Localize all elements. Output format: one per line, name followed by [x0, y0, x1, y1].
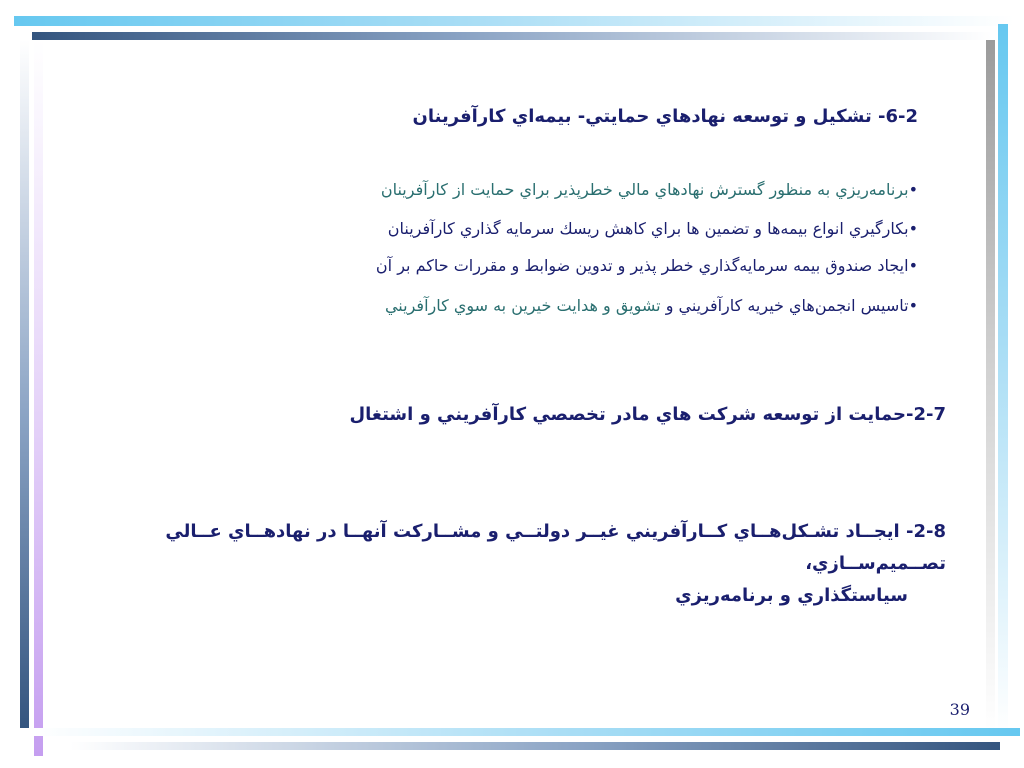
frame-left-dark-bar	[20, 40, 29, 728]
frame-bottom-light-bar	[30, 728, 1020, 736]
frame-right-light-bar	[998, 24, 1008, 732]
bullet-item	[376, 296, 918, 316]
bullet-item	[376, 219, 918, 239]
bullet-list	[376, 180, 918, 335]
frame-top-dark-bar	[32, 32, 992, 40]
bullet-marker: •	[908, 219, 918, 238]
bullet-text-part-1: تاسيس انجمن‌هاي خيريه كارآفريني و	[660, 296, 909, 315]
section-2-8-line-1: 2-8- ايجــاد تشـكل‌هــاي كــارآفريني غيــر دولتــي و مشــاركت آنهــا در نهادهــاي عــالي تصــميم‌ســازي،	[165, 521, 946, 574]
frame-bottom-dark-bar	[70, 742, 1000, 750]
section-2-8-line-2: سياستگذاري و برنامه‌ريزي	[675, 585, 908, 606]
page-number: 39	[949, 700, 970, 719]
frame-top-light-bar	[14, 16, 1014, 26]
section-2-7-heading: 2-7-حمايت از توسعه شركت هاي مادر تخصصي كارآفريني و اشتغال	[349, 404, 946, 425]
bullet-item	[376, 180, 918, 200]
frame-left-lavender-bar	[34, 40, 43, 756]
section-2-8-heading	[66, 516, 946, 612]
bullet-text: برنامه‌ريزي به منظور گسترش نهادهاي مالي خطرپذير براي حمايت از كارآفرينان	[380, 180, 909, 199]
bullet-text-part-2: تشويق و هدايت خيرين به سوي كارآفريني	[384, 296, 661, 315]
frame-right-grey-bar	[986, 40, 995, 730]
bullet-item	[376, 256, 918, 276]
bullet-text: ايجاد صندوق بيمه سرمايه‌گذاري خطر پذير و تدوين ضوابط و مقررات حاكم بر آن	[375, 256, 909, 275]
bullet-marker: •	[908, 256, 918, 275]
bullet-marker: •	[908, 180, 918, 199]
bullet-text: بكارگيري انواع بيمه‌ها و تضمين ها براي كاهش ريسك سرمايه گذاري كارآفرينان	[387, 219, 909, 238]
section-2-6-heading: 6-2- تشكيل و توسعه نهادهاي حمايتي- بيمه‌اي كارآفرينان	[412, 106, 918, 127]
bullet-marker: •	[908, 296, 918, 315]
